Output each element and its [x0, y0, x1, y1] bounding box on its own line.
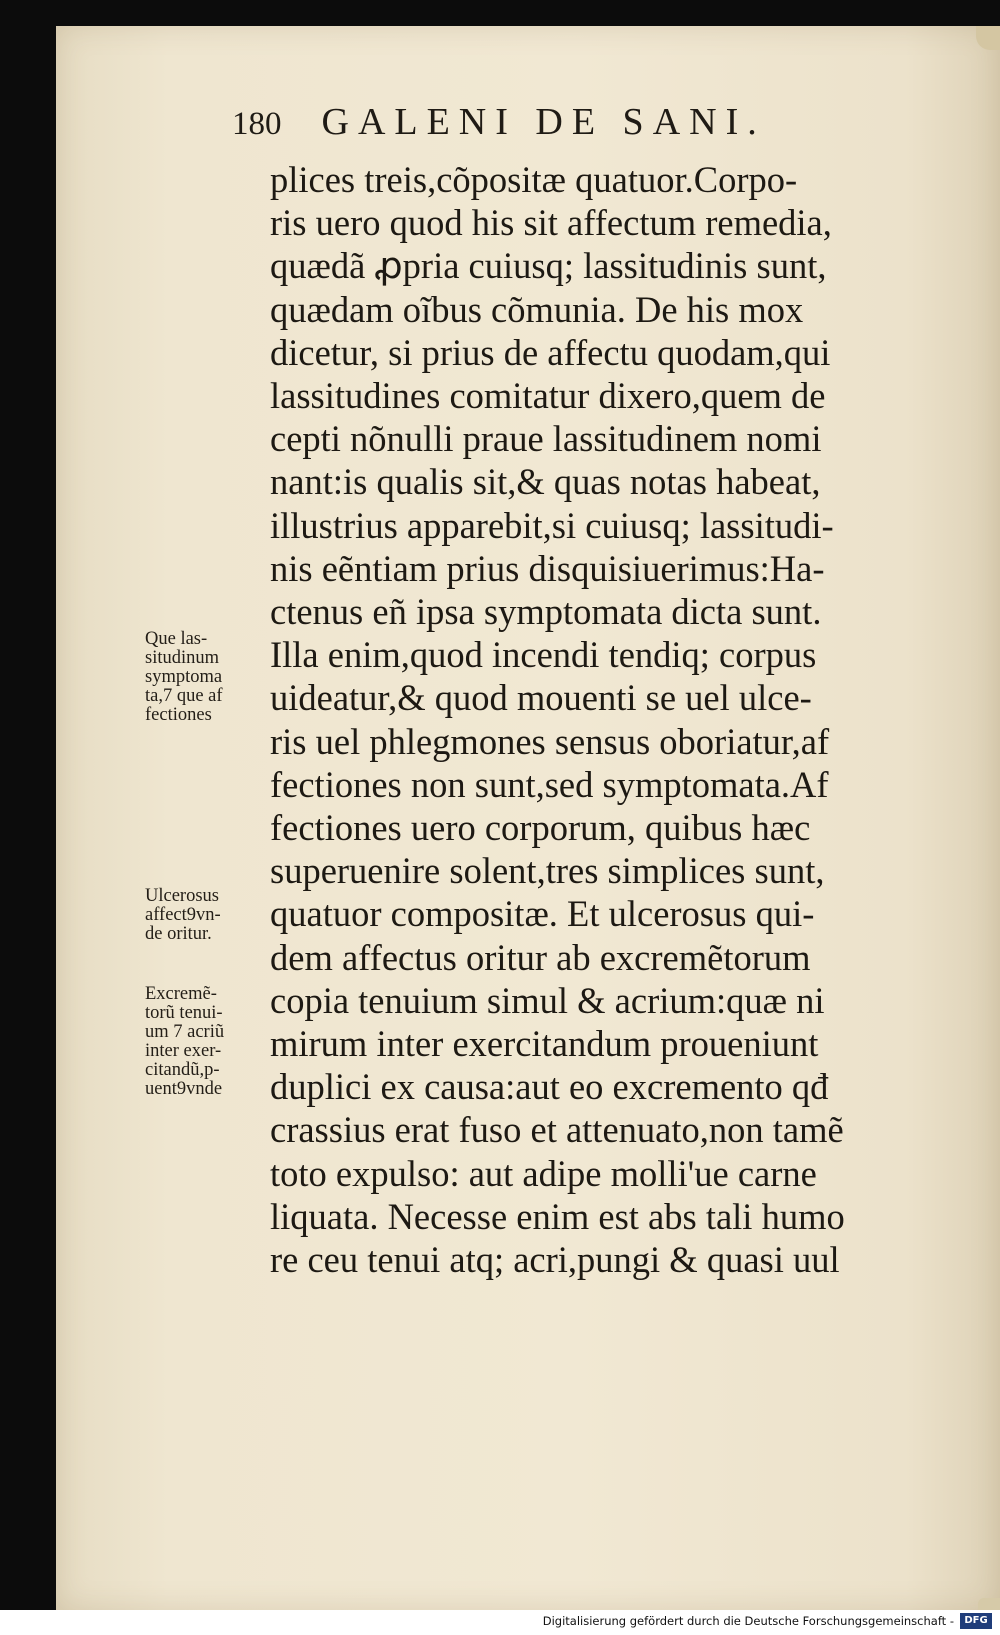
marginal-note-excrements: [145, 985, 273, 1099]
running-title: GALENI DE SANI.: [321, 101, 766, 143]
page-header: [232, 100, 766, 156]
text-line: re ceu tenui atq; acri,pungi & quasi uul: [270, 1239, 840, 1281]
marginal-line: situdinum: [145, 649, 220, 668]
dfg-logo: DFG: [960, 1613, 992, 1629]
text-line: cepti nõnulli praue lassitudinem nomi: [270, 418, 822, 460]
marginal-line: um 7 acriũ: [145, 1023, 225, 1042]
text-line: quædam oĩbus cõmunia. De his mox: [270, 288, 804, 330]
marginal-line: Ulcerosus: [145, 887, 219, 906]
text-line: crassius erat fuso et attenuato,non tamẽ: [270, 1109, 844, 1151]
page-edge-tab: [976, 26, 1000, 50]
funding-credit: Digitalisierung gefördert durch die Deutsche Forschungsgemeinschaft -: [542, 1614, 954, 1628]
text-line: Illa enim,quod incendi tendiq; corpus: [270, 634, 817, 676]
text-line: illustrius apparebit,si cuiusq; lassitudi-: [270, 504, 834, 546]
text-line: quædã ꝓpria cuiusq; lassitudinis sunt,: [270, 245, 827, 287]
text-line: fectiones uero corporum, quibus hæc: [270, 807, 811, 849]
text-line: toto expulso: aut adipe molli'ue carne: [270, 1152, 817, 1194]
text-line: mirum inter exercitandum proueniunt: [270, 1023, 819, 1065]
text-line: nis eẽntiam prius disquisiuerimus:Ha-: [270, 547, 825, 589]
marginal-line: citandũ,p-: [145, 1061, 220, 1080]
marginal-line: symptoma: [145, 668, 223, 687]
text-line: duplici ex causa:aut eo excremento qđ: [270, 1066, 829, 1108]
marginal-line: ta,7 que af: [145, 687, 223, 706]
text-line: quatuor compositæ. Et ulcerosus qui-: [270, 893, 815, 935]
text-line: liquata. Necesse enim est abs tali humo: [270, 1195, 845, 1237]
text-line: ctenus eñ ipsa symptomata dicta sunt.: [270, 591, 822, 633]
marginal-line: Que las-: [145, 630, 208, 649]
text-line: copia tenuium simul & acrium:quæ ni: [270, 979, 825, 1021]
marginal-line: Excremẽ-: [145, 985, 217, 1004]
marginal-note-symptoms: [145, 630, 273, 725]
text-line: superuenire solent,tres simplices sunt,: [270, 850, 825, 892]
marginal-line: torũ tenui-: [145, 1004, 223, 1023]
page-number: 180: [232, 106, 282, 142]
marginal-line: fectiones: [145, 706, 212, 725]
text-line: fectiones non sunt,sed symptomata.Af: [270, 763, 829, 805]
text-line: nant:is qualis sit,& quas notas habeat,: [270, 461, 821, 503]
marginal-line: de oritur.: [145, 925, 212, 944]
text-line: dem affectus oritur ab excremẽtorum: [270, 936, 811, 978]
text-line: lassitudines comitatur dixero,quem de: [270, 375, 826, 417]
marginal-line: uent9vnde: [145, 1080, 223, 1099]
text-line: uideatur,& quod mouenti se uel ulce-: [270, 677, 812, 719]
text-line: plices treis,cõpositæ quatuor.Corpo-: [270, 159, 798, 200]
text-line: ris uel phlegmones sensus oboriatur,af: [270, 720, 830, 762]
marginal-line: affect9vn-: [145, 906, 221, 925]
marginal-line: inter exer-: [145, 1042, 222, 1061]
main-text-block: [270, 158, 910, 1281]
marginal-note-ulcerous: [145, 887, 273, 944]
text-line: ris uero quod his sit affectum remedia,: [270, 202, 832, 244]
text-line: dicetur, si prius de affectu quodam,qui: [270, 331, 831, 373]
